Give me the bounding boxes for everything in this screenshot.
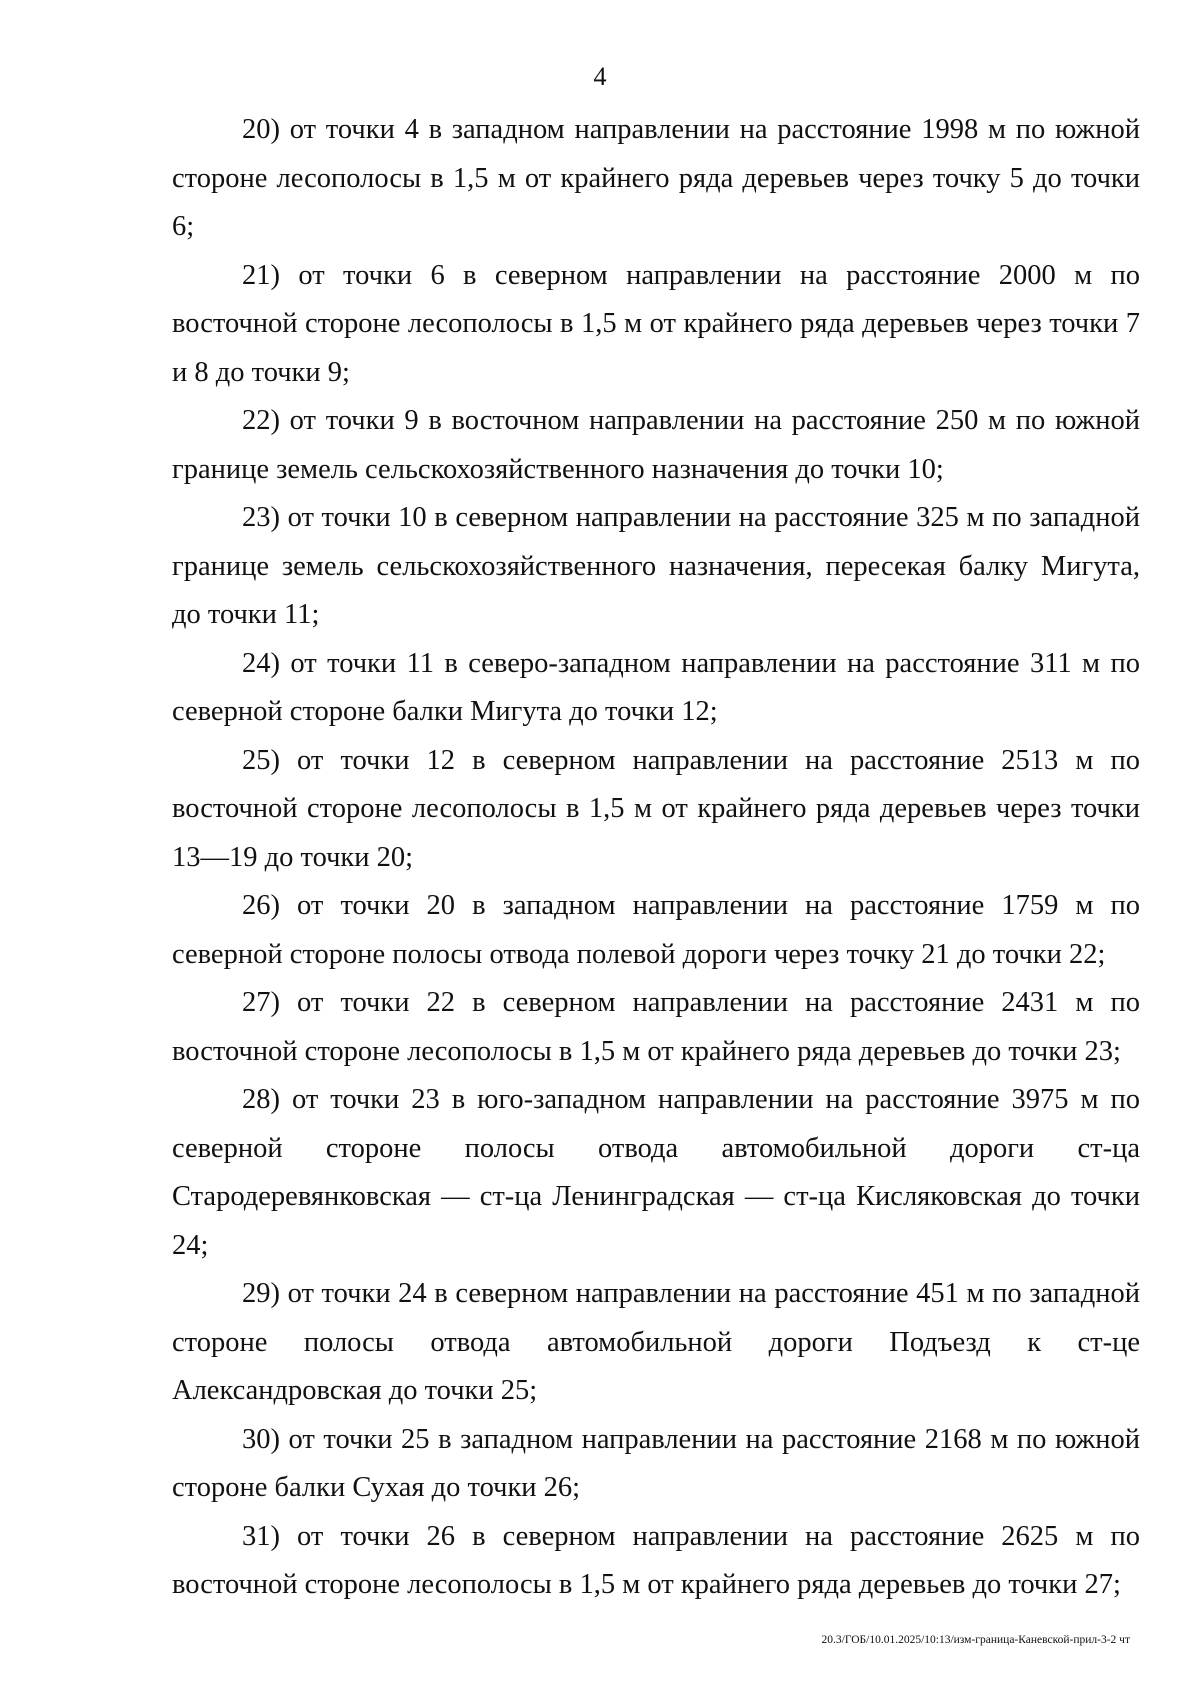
- list-item: 21) от точки 6 в северном направлении на расстояние 2000 м по восточной стороне лесополосы в 1,5 м от крайнего ряда деревьев через точки 7 и 8 до точки 9;: [172, 259, 1140, 388]
- list-item: 22) от точки 9 в восточном направлении на расстояние 250 м по южной границе земель сельскохозяйственного назначения до точки 10;: [172, 405, 1140, 485]
- list-item: 28) от точки 23 в юго-западном направлении на расстояние 3975 м по северной стороне полосы отвода автомобильной дороги ст-ца Стародеревянковская — ст-ца Ленинградская — ст-ца Кисляковская до точки 24;: [172, 1084, 1140, 1261]
- document-footer-code: 20.3/ГОБ/10.01.2025/10:13/изм-граница-Каневской-прил-3-2 чт: [821, 1634, 1130, 1646]
- list-item: 27) от точки 22 в северном направлении на расстояние 2431 м по восточной стороне лесополосы в 1,5 м от крайнего ряда деревьев до точки 23;: [172, 987, 1140, 1067]
- document-body: [172, 106, 1140, 1610]
- list-item: 26) от точки 20 в западном направлении на расстояние 1759 м по северной стороне полосы отвода полевой дороги через точку 21 до точки 22;: [172, 890, 1140, 970]
- page-number: 4: [593, 62, 607, 91]
- list-item: 20) от точки 4 в западном направлении на расстояние 1998 м по южной стороне лесополосы в 1,5 м от крайнего ряда деревьев через точку 5 до точки 6;: [172, 114, 1140, 242]
- list-item: 25) от точки 12 в северном направлении на расстояние 2513 м по восточной стороне лесополосы в 1,5 м от крайнего ряда деревьев через точки 13—19 до точки 20;: [172, 744, 1140, 873]
- list-item: 31) от точки 26 в северном направлении на расстояние 2625 м по восточной стороне лесополосы в 1,5 м от крайнего ряда деревьев до точки 27;: [172, 1520, 1140, 1600]
- list-item: 24) от точки 11 в северо-западном направлении на расстояние 311 м по северной стороне балки Мигута до точки 12;: [172, 647, 1140, 727]
- list-item: 30) от точки 25 в западном направлении на расстояние 2168 м по южной стороне балки Сухая до точки 26;: [172, 1423, 1140, 1503]
- list-item: 29) от точки 24 в северном направлении на расстояние 451 м по западной стороне полосы отвода автомобильной дороги Подъезд к ст-це Александровская до точки 25;: [172, 1278, 1140, 1406]
- list-item: 23) от точки 10 в северном направлении на расстояние 325 м по западной границе земель сельскохозяйственного назначения, пересекая балку Мигута, до точки 11;: [172, 502, 1140, 630]
